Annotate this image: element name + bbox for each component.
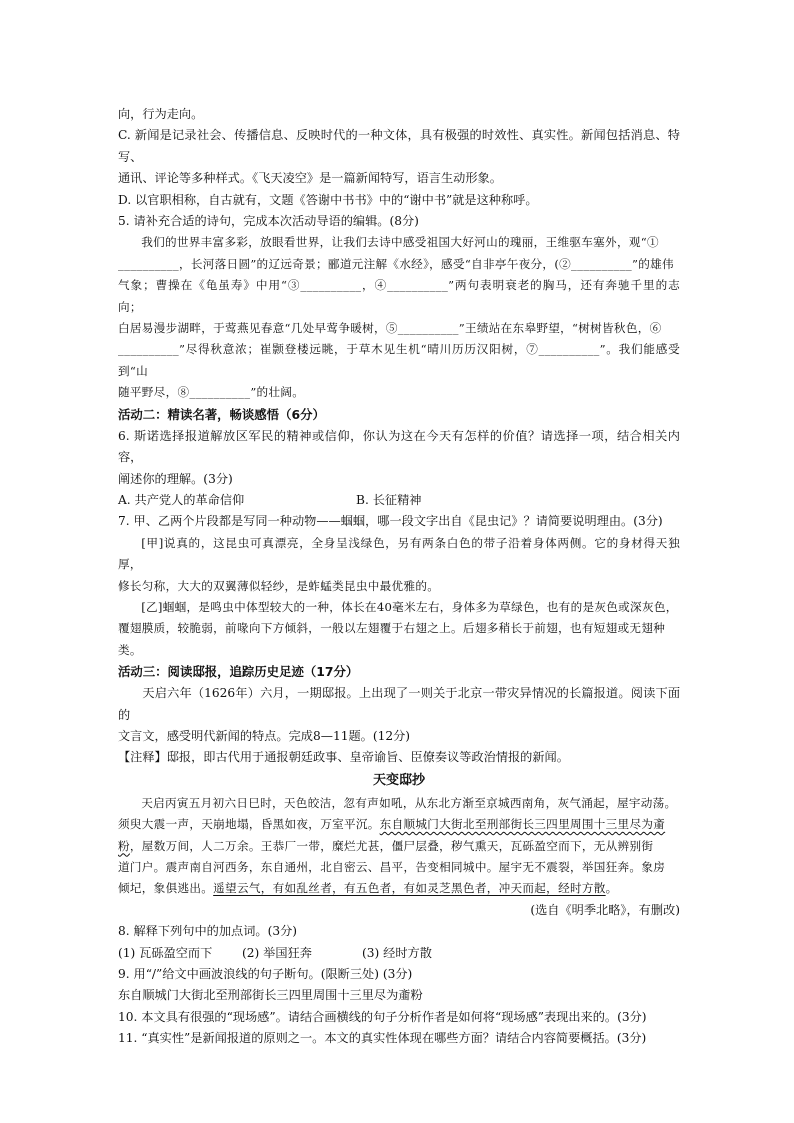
q8-item-1: (1) 瓦砾盈空而下 bbox=[118, 945, 213, 960]
option-c: C. 新闻是记录社会、传播信息、反映时代的一种文体，具有极强的时效性、真实性。新闻包括消息、特写、 bbox=[118, 128, 680, 164]
article-segment: 须臾大震一声，天崩地塌，昏黑如夜，万室平沉。 bbox=[118, 817, 380, 832]
q8-item-3: (3) 经时方散 bbox=[362, 945, 432, 960]
article-title: 天变邸抄 bbox=[372, 772, 425, 788]
poem-intro-line: __________”尽得秋意浓；崔颢登楼远眺，于草木见生机“晴川历历汉阳树，⑦__________”。我们能感受到“山 bbox=[118, 342, 680, 378]
question-11: 11. “真实性”是新闻报道的原则之一。本文的真实性体现在哪些方面？请结合内容简要概括。(3分) bbox=[118, 1031, 647, 1046]
excerpt-b: [乙]蝈蝈，是鸣虫中体型较大的一种，体长在40毫米左右，身体多为草绿色，也有的是灰色或深灰色， bbox=[141, 599, 678, 614]
poem-intro-line: __________，长河落日圆”的辽远奇景；郦道元注解《水经》，感受“自非亭午夜分，(②__________”的雄伟 bbox=[118, 256, 674, 271]
note-line: 【注释】邸报，即古代用于通报朝廷政事、皇帝谕旨、臣僚奏议等政治情报的新闻。 bbox=[118, 750, 569, 765]
document-page bbox=[118, 104, 680, 1050]
q8-item-2: (2) 举国狂奔 bbox=[242, 945, 312, 960]
article-line bbox=[118, 878, 680, 899]
question-9-sentence: 东自顺城门大街北至刑部街长三四里周围十三里尽为齑粉 bbox=[118, 988, 423, 1003]
article-line: 天启丙寅五月初六日巳时，天色皎洁，忽有声如吼，从东北方渐至京城西南角，灰气涌起，屋宇动荡。 bbox=[141, 795, 677, 810]
option-b: B. 长征精神 bbox=[356, 492, 422, 507]
article-segment: 。 bbox=[605, 881, 618, 896]
wavy-underlined-sentence-end: 粉 bbox=[118, 838, 130, 853]
excerpt-a: [甲]说真的，这昆虫可真漂亮，全身呈浅绿色，另有两条白色的带子沿着身体两侧。它的身材得天独厚， bbox=[118, 535, 680, 572]
options-row bbox=[118, 490, 680, 511]
text-line: 通讯、评论等多种样式。《飞天凌空》是一篇新闻特写，语言生动形象。 bbox=[118, 171, 502, 186]
poem-intro-line: 白居易漫步湖畔，于莺燕见春意“几处早莺争暖树，⑤__________”王绩站在东皋野望，“树树皆秋色，⑥ bbox=[118, 321, 662, 336]
excerpt-a-cont: 修长匀称，大大的双翼薄似轻纱，是蚱蜢类昆虫中最优雅的。 bbox=[118, 578, 440, 593]
text-line: 向，行为走向。 bbox=[118, 107, 204, 121]
question-7: 7. 甲、乙两个片段都是写同一种动物——蝈蝈，哪一段文字出自《昆虫记》？请简要说明理由。(3分) bbox=[118, 514, 663, 529]
question-8-items bbox=[118, 943, 680, 964]
question-6: 6. 斯诺选择报道解放区军民的精神或信仰，你认为这在今天有怎样的价值？请选择一项，结合相关内容， bbox=[118, 428, 680, 465]
article-line bbox=[118, 814, 680, 835]
article-segment: ，屋数万间，人二万余。王恭厂一带，糜烂尤甚，僵尸层叠，秽气熏天，瓦砾盈空而下，无从辨别街 bbox=[129, 838, 654, 853]
question-8: 8. 解释下列句中的加点词。(3分) bbox=[118, 924, 298, 939]
poem-intro-line: 随平野尽，⑧__________”的壮阔。 bbox=[118, 385, 305, 400]
text-line: 阐述你的理解。(3分) bbox=[118, 471, 233, 486]
article-line bbox=[118, 836, 680, 857]
option-a: A. 共产党人的革命信仰 bbox=[118, 492, 245, 507]
article-line: 道门户。震声南自河西务，东自通州，北自密云、昌平，告变相同城中。屋宇无不震裂，举国狂奔。象房 bbox=[118, 860, 666, 874]
excerpt-b-cont: 类。 bbox=[118, 642, 142, 657]
article-source: (选自《明季北略》，有删改) bbox=[530, 902, 680, 917]
option-d: D. 以官职相称，自古就有，文题《答谢中书书》中的“谢中书”就是这种称呼。 bbox=[118, 192, 538, 207]
poem-intro-line: 气象；曹操在《龟虽寿》中用“③__________，④__________”两句表明衰老的胸马，还有奔驰千里的志向； bbox=[118, 278, 680, 314]
wavy-underlined-sentence: 东自顺城门大街北至刑部街长三四里周围十三里尽为齑 bbox=[379, 817, 666, 832]
question-10: 10. 本文具有很强的“现场感”。请结合画横线的句子分析作者是如何将“现场感”表现出来的。(3分) bbox=[118, 1009, 647, 1024]
question-5: 5. 请补充合适的诗句，完成本次活动导语的编辑。(8分) bbox=[118, 214, 419, 229]
poem-intro-line: 我们的世界丰富多彩，放眼看世界，让我们去诗中感受祖国大好河山的瑰丽，王维驱车塞外，观“① bbox=[141, 235, 659, 250]
section-heading-activity-2: 活动二：精读名著，畅谈感悟（6分） bbox=[118, 406, 325, 422]
article-segment: 倾圮，象俱逃出。 bbox=[118, 881, 214, 896]
underlined-sentence: 遥望云气，有如乱丝者，有五色者，有如灵芝黑色者，冲天而起，经时方散 bbox=[213, 881, 606, 896]
text-line: 天启六年（1626年）六月，一期邸报。上出现了一则关于北京一带灾异情况的长篇报道。阅读下面的 bbox=[118, 686, 680, 722]
text-line: 文言文，感受明代新闻的特点。完成8—11题。(12分) bbox=[118, 728, 411, 743]
excerpt-b-cont: 覆翅膜质，较脆弱，前喙向下方倾斜，一般以左翅覆于右翅之上。后翅多稍长于前翅，也有短翅或无翅种 bbox=[118, 621, 666, 636]
question-9: 9. 用“/”给文中画波浪线的句子断句。(限断三处) (3分) bbox=[118, 967, 413, 982]
section-heading-activity-3: 活动三：阅读邸报，追踪历史足迹（17分） bbox=[118, 664, 359, 680]
